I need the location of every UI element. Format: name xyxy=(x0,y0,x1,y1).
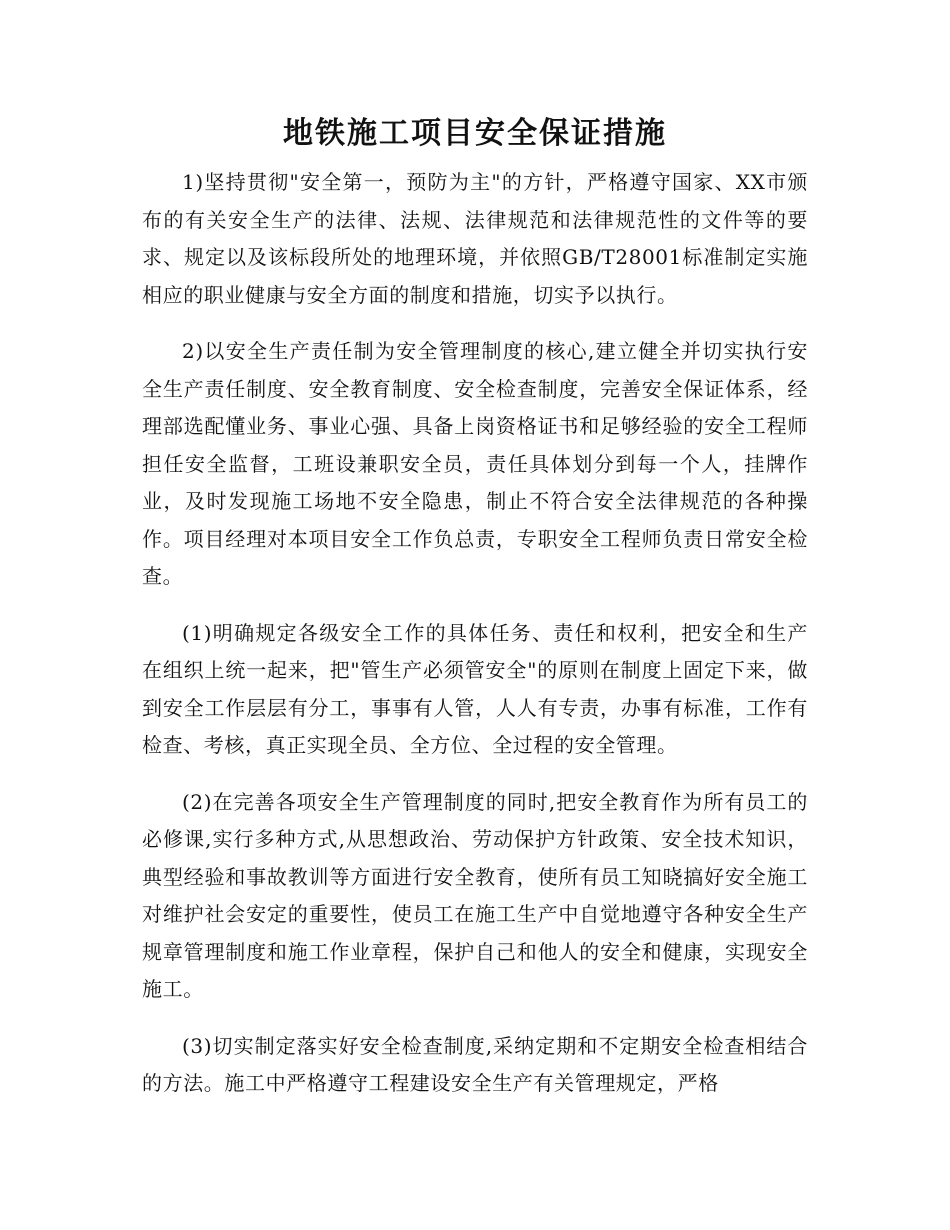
paragraph-2: 2)以安全生产责任制为安全管理制度的核心,建立健全并切实执行安全生产责任制度、安全教育制度、安全检查制度，完善安全保证体系，经理部选配懂业务、事业心强、具备上岗资格证书和足够经验的安全工程师担任安全监督，工班设兼职安全员，责任具体划分到每一个人，挂牌作业，及时发现施工场地不安全隐患，制止不符合安全法律规范的各种操作。项目经理对本项目安全工作负总责，专职安全工程师负责日常安全检查。 xyxy=(142,339,808,588)
document-body xyxy=(142,164,808,1122)
paragraph-3: (1)明确规定各级安全工作的具体任务、责任和权利，把安全和生产在组织上统一起来，把"管生产必须管安全"的原则在制度上固定下来，做到安全工作层层有分工，事事有人管，人人有专责，办事有标准，工作有检查、考核，真正实现全员、全方位、全过程的安全管理。 xyxy=(142,620,808,757)
paragraph-5: (3)切实制定落实好安全检查制度,采纳定期和不定期安全检查相结合的方法。施工中严格遵守工程建设安全生产有关管理规定，严格 xyxy=(142,1033,808,1095)
paragraph-4: (2)在完善各项安全生产管理制度的同时,把安全教育作为所有员工的必修课,实行多种方式,从思想政治、劳动保护方针政策、安全技术知识，典型经验和事故教训等方面进行安全教育，使所有员工知晓搞好安全施工对维护社会安定的重要性，使员工在施工生产中自觉地遵守各种安全生产规章管理制度和施工作业章程，保护自己和他人的安全和健康，实现安全施工。 xyxy=(142,789,808,1001)
paragraph-1: 1)坚持贯彻"安全第一，预防为主"的方针，严格遵守国家、XX市颁布的有关安全生产的法律、法规、法律规范和法律规范性的文件等的要求、规定以及该标段所处的地理环境，并依照GB/T28001标准制定实施相应的职业健康与安全方面的制度和措施，切实予以执行。 xyxy=(142,170,808,307)
page-title: 地铁施工项目安全保证措施 xyxy=(283,116,667,151)
